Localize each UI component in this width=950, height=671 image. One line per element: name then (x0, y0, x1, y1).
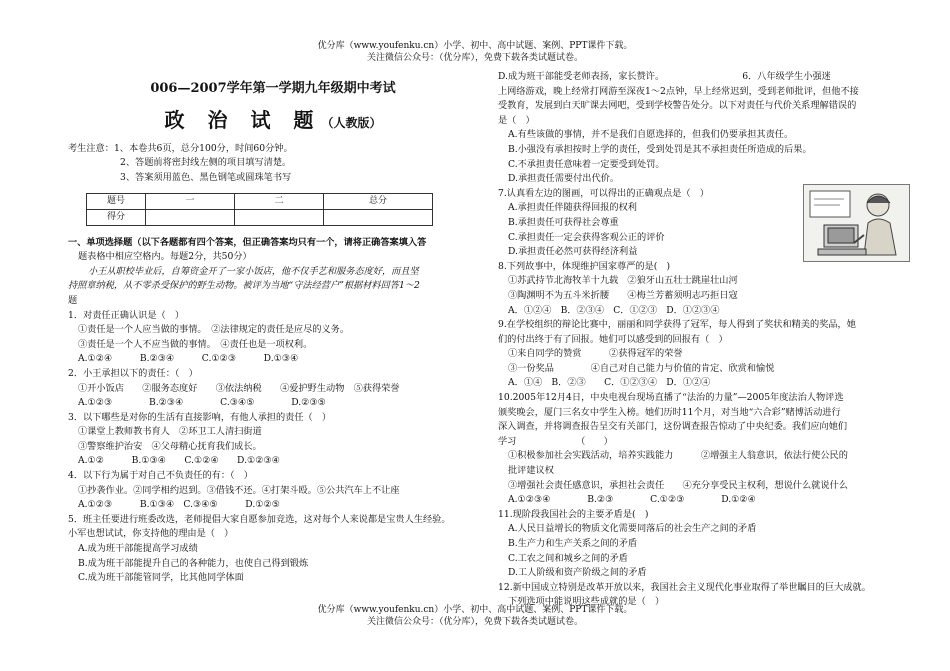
option-line: D.工人阶级和资产阶级之间的矛盾 (508, 567, 647, 579)
text-line: 持照章纳税，从不零杀受保护的野生动物。被评为当地“守法经营户”根据材料回答1～2 (68, 280, 420, 292)
score-header-cell: 题号 (87, 194, 146, 210)
right-column (498, 70, 898, 610)
option-line: ③责任是一个人不应当做的事情。 ④责任也是一项权利。 (78, 338, 313, 350)
question-stem: 5．班主任要进行班委改选，老师提倡大家自愿参加竞选，这对每个人来说都是宝贵人生经验。 (68, 513, 451, 525)
option-line: ①开小饭店 ②服务态度好 ③依法纳税 ④爱护野生动物 ⑤获得荣誉 (78, 382, 400, 394)
option-line: A.人民日益增长的物质文化需要同落后的社会生产之间的矛盾 (508, 523, 757, 535)
question-stem: 9.在学校组织的辩论比赛中，丽丽和同学获得了冠军，每人得到了奖状和精美的奖品，她 (498, 319, 856, 331)
header-line-2: 关注微信公众号：（优分库），免费下载各类试题试卷。 (366, 53, 583, 63)
footer-line-2: 关注微信公众号：（优分库），免费下载各类试题试卷。 (366, 617, 583, 627)
page-header (0, 40, 950, 64)
exam-subject (68, 107, 478, 136)
notes-line-2: 2、答题前将密封线左侧的项目填写清楚。 (120, 157, 292, 169)
question-stem: 3．以下哪些是对你的生活有直接影响，有他人承担的责任（ ） (68, 411, 332, 423)
score-table (86, 193, 433, 225)
notes-line-3: 3、答案须用蓝色、黑色钢笔或圆珠笔书写 (120, 171, 292, 183)
question-stem: 深入调查，并将调查报告呈交有关部门，这份调查报告惊动了中央纪委。我们应向她们 (498, 421, 848, 433)
option-line: ①责任是一个人应当做的事情。 ②法律规定的责任是应尽的义务。 (78, 324, 350, 336)
question-stem: 10.2005年12月4日，中央电视台现场直播了“法治的力量”—2005年度法治人物评选 (498, 392, 844, 404)
option-line: C.不承担责任意味着一定要受到处罚。 (508, 158, 665, 170)
text-line: 题 (68, 294, 78, 306)
score-cell[interactable] (324, 209, 433, 225)
header-line-1: 优分库（www.youfenku.cn）小学、初中、高中试题、案例、PPT课件下载。 (317, 41, 633, 51)
option-line: D.承担责任必然可获得经济利益 (508, 246, 638, 258)
footer-line-1: 优分库（www.youfenku.cn）小学、初中、高中试题、案例、PPT课件下载。 (317, 605, 633, 615)
option-line: A.有些该做的事情，并不是我们自愿选择的，但我们仍要承担其责任。 (508, 129, 794, 141)
option-line: C.承担责任一定会获得客观公正的评价 (508, 231, 665, 243)
notes-label: 考生注意： (68, 142, 114, 154)
option-line: ①课堂上教师教书育人 ②环卫工人清扫街道 (78, 426, 262, 438)
question-stem: 7.认真看左边的图画，可以得出的正确观点是（ ） (498, 187, 709, 199)
option-line: B.成为班干部能提升自己的各种能力，也使自己得到锻炼 (78, 557, 309, 569)
option-line: B.小强没有承担按时上学的责任，受到处罚是其不承担责任所造成的后果。 (508, 143, 812, 155)
question-stem: 上网络游戏，晚上经常打网游至深夜1～2点钟，早上经常迟到，受到老师批评，但他不接 (498, 85, 859, 97)
exam-title: 006—2007学年第一学期九年级期中考试 (150, 81, 396, 96)
subject-text: 政 治 试 题 (164, 107, 322, 132)
question-stem: 受教育，发展到白天旷课去网吧，受到学校警告处分。以下对责任与代价关系理解错误的 (498, 100, 857, 112)
option-line: D.成为班干部能受老师表扬，家长赞许。 6．八年级学生小强迷 (498, 71, 831, 82)
option-line: C.成为班干部能管同学，比其他同学体面 (78, 572, 244, 584)
option-line: 批评建议权 (508, 465, 554, 477)
answer-choices: A．①④ B．②③ C．①②③④ D．①②④ (508, 377, 711, 389)
answer-choices: A.①② B.①③④ C.①②④ D.①②③④ (78, 455, 280, 467)
option-line: ①积极参加社会实践活动，培养实践能力 ②增强主人翁意识，依法行使公民的 (508, 450, 848, 462)
question-stem: 们的付出终于有了回报。她们可以感受到的回报有（ ） (498, 333, 728, 345)
answer-choices: A．①②④ B．②③④ C．①②③ D．①②③④ (508, 304, 720, 316)
score-row-label: 得分 (87, 209, 146, 225)
option-line: ③陶渊明不为五斗米折腰 ④梅兰芳蓄须明志巧拒日寇 (508, 289, 738, 301)
option-line: B.承担责任可获得社会尊重 (508, 216, 619, 228)
option-line: C.工农之间和城乡之间的矛盾 (508, 552, 628, 564)
question-stem: 4．以下行为属于对自己不负责任的有：（ ） (68, 470, 253, 482)
question-stem: 学习 （ ） (498, 435, 613, 447)
option-line: ①抄袭作业。②同学相约迟到。③借钱不还。④打架斗殴。⑤公共汽车上不让座 (78, 484, 400, 496)
score-cell[interactable] (146, 209, 235, 225)
question-stem: 8.下列故事中，体现维护国家尊严的是( ) (498, 260, 671, 272)
text-line: 题表格中相应空格内。每题2分，共50分） (78, 251, 252, 263)
score-cell[interactable] (235, 209, 324, 225)
answer-choices: A.①②③④ B.②③ C.①②③ D.①②④ (508, 494, 756, 506)
page-footer (0, 604, 950, 628)
answer-choices: A.①②③ B.①③④ C.③④⑤ D.①②⑤ (78, 499, 280, 511)
option-line: ③一份奖品 ④自己对自己能力与价值的肯定、欣赏和愉悦 (508, 362, 775, 374)
left-column (68, 70, 478, 586)
question-stem: 11.现阶段我国社会的主要矛盾是( ) (498, 508, 649, 520)
section-heading: 一、单项选择题（以下各题都有四个答案，但正确答案均只有一个，请将正确答案填入答 (68, 236, 427, 248)
option-line: A.承担责任伴随获得回报的权利 (508, 202, 637, 214)
answer-choices: A.①②③ B.②③④ C.③④⑤ D.②③⑤ (78, 397, 326, 409)
score-header-cell: 二 (235, 194, 324, 210)
answer-choices: A.①②④ B.②③④ C.①②③ D.①③④ (78, 353, 299, 365)
option-line: D.承担责任需要付出代价。 (508, 173, 620, 185)
question-stem: 小军也想试试，你支持他的理由是（ ） (68, 528, 234, 540)
score-header-cell: 一 (146, 194, 235, 210)
edition-text: （人教版） (321, 115, 382, 130)
cartoon-illustration (803, 184, 910, 262)
option-line: A.成为班干部能提高学习成绩 (78, 543, 198, 555)
question-stem: 2．小王承担以下的责任：（ ） (68, 367, 198, 379)
cartoon-drawing (804, 185, 909, 261)
text-line: 小王从职校毕业后，自筹资金开了一家小饭店，他不仅手艺和服务态度好，而且坚 (88, 265, 419, 277)
question-stem: 1．对责任正确认识是（ ） (68, 309, 185, 321)
question-stem: 下列选项中能说明这些成就的是（ ） (508, 596, 665, 608)
notes-line-1: 考生注意：1、本卷共6页，总分100分，时间60分钟。 (68, 142, 293, 154)
question-stem: 颁奖晚会，厦门三名女中学生入榜。她们历时11个月，对当地“六合彩”赌博活动进行 (498, 406, 841, 418)
score-header-cell: 总分 (324, 194, 433, 210)
option-line: ③增强社会责任感意识，承担社会责任 ④充分享受民主权利，想说什么就说什么 (508, 479, 848, 491)
option-line: ③警察维护治安 ④父母精心抚育我们成长。 (78, 440, 262, 452)
option-line: ①来自同学的赞赏 ②获得冠军的荣誉 (508, 348, 683, 360)
question-stem: 是（ ） (498, 114, 535, 126)
question-stem: 12.新中国成立特别是改革开放以来，我国社会主义现代化事业取得了举世瞩目的巨大成就。 (498, 581, 871, 593)
option-line: ①苏武持节北海牧羊十九载 ②狼牙山五壮士跳崖壮山河 (508, 275, 738, 287)
option-line: B.生产力和生产关系之间的矛盾 (508, 538, 638, 549)
